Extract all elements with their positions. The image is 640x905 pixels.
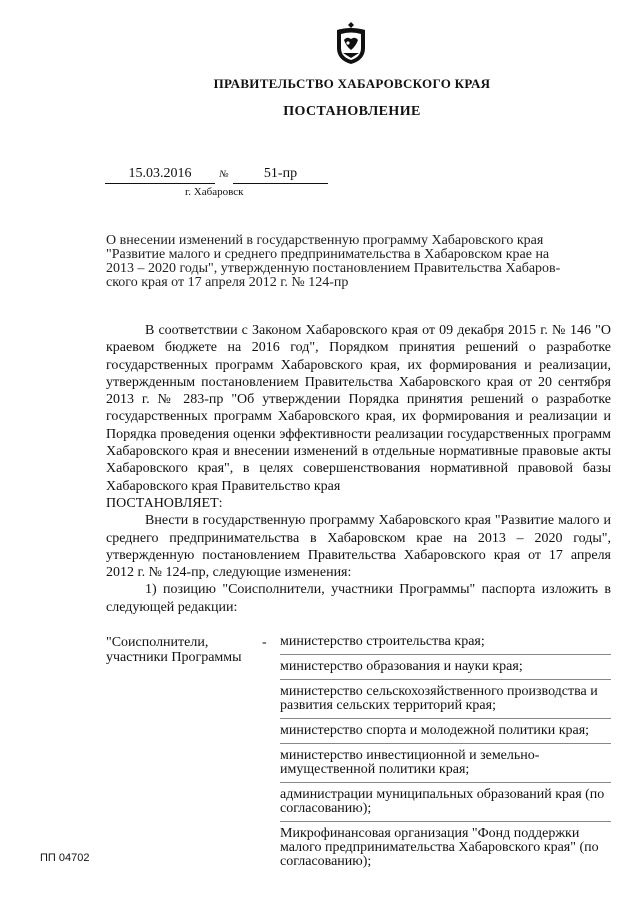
- table-right-column: [280, 635, 611, 879]
- city: г. Хабаровск: [185, 186, 244, 198]
- list-item: министерство строительства края;: [280, 635, 611, 655]
- subject-line: ского края от 17 апреля 2012 г. № 124-пр: [106, 275, 349, 290]
- list-item: Микрофинансовая организация "Фонд поддержки малого предпринимательства Хабаровского края" (по согласованию);: [280, 826, 599, 869]
- subject-line: О внесении изменений в государственную программу Хабаровского края: [106, 233, 544, 248]
- footer-code: ПП 04702: [40, 852, 90, 864]
- list-item: министерство спорта и молодежной политики края;: [280, 724, 611, 744]
- document-body: [106, 322, 611, 616]
- number-sign: №: [219, 169, 229, 180]
- list-item: администрации муниципальных образований края (по согласованию);: [280, 788, 611, 822]
- list-item: министерство инвестиционной и земельно-имущественной политики края;: [280, 749, 611, 783]
- list-item: министерство сельскохозяйственного производства и развития сельских территорий края;: [280, 685, 611, 719]
- item-intro-paragraph: Внести в государственную программу Хабаровского края "Развитие малого и среднего предпринимательства в Хабаровском крае на 2013 – 2020 годы", утвержденную постановлением Правительства Хабаровского края от 17 апреля 2012 г. № 124-пр, следующие изменения:: [106, 513, 611, 581]
- document-number: 51-пр: [233, 165, 328, 184]
- document-date: 15.03.2016: [105, 165, 215, 184]
- list-item: министерство образования и науки края;: [280, 660, 611, 680]
- subject-line: "Развитие малого и среднего предпринимательства в Хабаровском крае на: [106, 247, 550, 262]
- decree-word: ПОСТАНОВЛЯЕТ:: [106, 495, 223, 511]
- date-number-line: [105, 165, 328, 184]
- subject-line: 2013 – 2020 годы", утвержденную постановлением Правительства Хабаров-: [106, 261, 561, 276]
- document-type: ПОСТАНОВЛЕНИЕ: [283, 104, 421, 119]
- item-1-paragraph: 1) позицию "Соисполнители, участники Программы" паспорта изложить в следующей редакции:: [106, 582, 611, 615]
- preamble-paragraph: В соответствии с Законом Хабаровского края от 09 декабря 2015 г. № 146 "О краевом бюджете на 2016 год", Порядком принятия решений о разработке государственных программ Хабаровского края, их формирования и реализации, утвержденным постановлением Правительства Хабаровского края от 20 сентября 2013 г. № 283-пр "Об утверждении Порядка принятия решений о разработке государственных программ Хабаровского края, их формирования и реализации и Порядка проведения оценки эффективности реализации государственных программ Хабаровского края и внесении изменений в отдельные нормативные правовые акты Хабаровского края", в целях совершенствования нормативной правовой базы Хабаровского края Правительство края: [106, 323, 611, 494]
- table-left-label: "Соисполнители, участники Программы: [106, 635, 242, 665]
- coat-of-arms-icon: [333, 20, 369, 66]
- government-title: ПРАВИТЕЛЬСТВО ХАБАРОВСКОГО КРАЯ: [213, 76, 491, 91]
- table-dash: -: [262, 635, 267, 650]
- document-subject: [106, 234, 611, 290]
